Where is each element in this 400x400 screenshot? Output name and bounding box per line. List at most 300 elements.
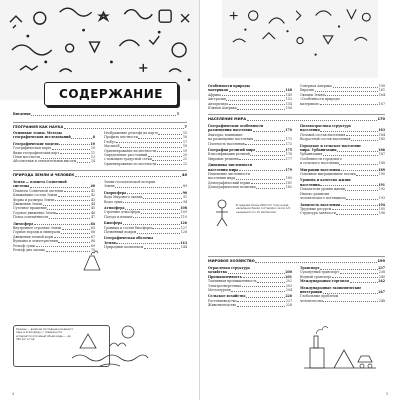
toc-entry-title: План местности xyxy=(13,155,41,160)
leader-dots xyxy=(75,176,182,177)
toc-entry-title: Ориентирование по местности xyxy=(104,161,157,166)
toc-entry-page: 13 xyxy=(90,155,95,160)
toc-entry-page: 240 xyxy=(378,274,385,279)
toc-entry-page: 7 xyxy=(184,125,187,129)
leader-dots xyxy=(133,217,180,218)
toc-entry-page: 195 xyxy=(378,206,385,211)
toc-entry-page: 188 xyxy=(378,161,385,166)
section-heading[interactable] xyxy=(208,117,385,122)
toc-entry-title: Миграции населения xyxy=(300,167,341,172)
section-nature-heading xyxy=(13,172,187,178)
volcano-sketch-icon xyxy=(82,248,102,272)
section-population-heading xyxy=(208,116,385,122)
toc-entry-page: 14 xyxy=(90,159,95,164)
leader-dots xyxy=(138,138,182,139)
toc-entry-page: 164 xyxy=(378,92,385,97)
toc-entry-page: 65 xyxy=(90,226,95,231)
ocean-note-text: Океаны — великие поставщики водяного пара в атмосферу; с поверхности испаряется огромный объём воды — до 350 км³ в год. xyxy=(16,328,74,342)
toc-entry-title: Возрастной состав населения xyxy=(300,137,351,142)
toc-entry-title: Отраслевая структура xyxy=(208,266,250,270)
toc-entry-page: 41 xyxy=(90,188,95,193)
toc-entry-page: 43 xyxy=(90,197,95,202)
leader-dots xyxy=(137,233,181,234)
person-sketch-icon xyxy=(210,198,234,228)
toc-entry-page: 200 xyxy=(285,270,292,275)
toc-entry-page: 182 xyxy=(285,185,292,190)
leader-dots xyxy=(141,213,181,214)
toc-entry-page: 203 xyxy=(285,283,292,288)
toc-entry-title: Строение атмосферы xyxy=(104,210,141,215)
toc-entry-page: 247 xyxy=(378,290,385,295)
leader-dots xyxy=(152,160,182,161)
toc-entry-page: 161 xyxy=(378,88,385,93)
toc-entry-title: Гидросфера xyxy=(104,190,127,195)
leader-dots xyxy=(320,104,378,105)
leader-dots xyxy=(242,286,285,287)
toc-entry-page: 21 xyxy=(182,157,187,162)
leader-dots xyxy=(320,269,378,270)
toc-entry-page: 191 xyxy=(378,182,385,187)
toc-entry-title: Пояса освещённости xyxy=(13,215,49,220)
toc-entry-page: 158 xyxy=(378,84,385,88)
toc-entry-page: 90 xyxy=(182,190,187,195)
toc-entry-page: 5 xyxy=(176,112,179,116)
toc-entry[interactable] xyxy=(13,159,95,163)
toc-entry-title: ПРИРОДА ЗЕМЛИ И ЧЕЛОВЕК xyxy=(13,173,75,177)
leader-dots xyxy=(255,262,376,263)
toc-entry-page: 171 xyxy=(285,137,292,142)
leader-dots xyxy=(61,233,90,234)
toc-entry-title: Глобальные проблемы xyxy=(300,294,339,299)
toc-entry-title: на размещение населения xyxy=(208,137,253,142)
leader-dots xyxy=(47,209,90,210)
toc-entry-title: Определение расстояний xyxy=(104,153,148,158)
toc-entry-title: Рельеф суши xyxy=(13,243,35,248)
toc-entry-page: 242 xyxy=(378,279,385,284)
toc-entry-page: 204 xyxy=(285,288,292,293)
toc-entry-page: 22 xyxy=(182,161,187,166)
toc-entry-title: Индекс развития xyxy=(300,191,330,196)
toc-entry-title: Показатели уровня жизни xyxy=(300,187,345,192)
toc-entry-title: Изменение численности xyxy=(208,172,250,177)
leader-dots xyxy=(43,205,91,206)
divider xyxy=(13,170,187,171)
toc-entry-title: Земли xyxy=(104,240,116,245)
toc-entry-page: 167 xyxy=(378,101,385,106)
toc-entry-page: 11 xyxy=(90,150,95,155)
leader-dots xyxy=(116,243,179,244)
toc-entry-title: материков» xyxy=(300,101,320,106)
toc-entry-title: Международная торговля xyxy=(300,279,349,284)
toc-entry-page: 148 xyxy=(285,88,292,93)
toc-entry-page: 149 xyxy=(285,92,292,97)
toc-entry-title: Половой состав населения xyxy=(300,132,346,137)
toc-entry-page: 190 xyxy=(378,172,385,177)
toc-entry-title: мира. Урбанизация xyxy=(300,148,337,153)
toc-entry-page: 172 xyxy=(285,141,292,146)
toc-entry-page: 40 xyxy=(90,184,95,189)
toc-entry-title: Движения Земли xyxy=(13,202,43,207)
geography-column-1 xyxy=(13,131,95,164)
toc-entry-title: населения xyxy=(300,128,320,133)
leader-dots xyxy=(64,128,184,129)
toc-entry-title: Евразия xyxy=(300,88,314,93)
leader-dots xyxy=(116,142,182,143)
leader-dots xyxy=(333,87,379,88)
toc-entry-title: Географические модели xyxy=(13,141,59,146)
nature-column-1 xyxy=(13,180,95,253)
leader-dots xyxy=(58,196,90,197)
leader-dots xyxy=(56,213,90,214)
leader-dots xyxy=(77,162,91,163)
toc-entry-title: Масштаб xyxy=(104,144,120,149)
toc-entry-title: «Особенности природы xyxy=(300,97,340,102)
toc-entry-title: Динамика численности xyxy=(208,163,253,168)
toc-entry-title: Основные миграционные потоки xyxy=(300,172,356,177)
toc-entry-page: 70 xyxy=(90,248,95,253)
toc-entry-page: 91 xyxy=(182,195,187,200)
toc-entry-title: Географическая оболочка xyxy=(104,236,154,241)
toc-entry-title: Электроэнергетика xyxy=(208,283,242,288)
divider xyxy=(208,114,385,115)
leader-dots xyxy=(323,293,378,294)
population-column-2 xyxy=(300,124,385,216)
toc-entry-title: Рельеф дна океана xyxy=(13,248,45,253)
toc-entry-title: Введение xyxy=(13,112,31,116)
toc-entry-title: Основные этапы. Методы xyxy=(13,131,62,135)
section-economy-heading xyxy=(208,258,385,264)
toc-entry-title: Географические особенности xyxy=(208,124,264,128)
toc-entry-page: 126 xyxy=(180,221,187,226)
leader-dots xyxy=(356,175,378,176)
toc-entry-page: 15 xyxy=(182,131,187,135)
toc-entry-page: 20 xyxy=(182,153,187,158)
toc-entry[interactable] xyxy=(104,162,187,166)
toc-entry-page: 227 xyxy=(285,298,292,303)
leader-dots xyxy=(229,104,286,105)
leader-dots xyxy=(332,209,379,210)
toc-entry-page: 128 xyxy=(180,230,187,235)
toc-entry-title: Занятость населения xyxy=(300,202,341,207)
ocean-landscape-sketch-icon xyxy=(70,318,150,372)
toc-entry-title: Биосфера xyxy=(104,221,123,226)
right-page xyxy=(200,0,400,400)
leader-dots xyxy=(226,100,285,101)
leader-dots xyxy=(323,301,378,302)
toc-entry-title: человеческого потенциала xyxy=(300,196,346,201)
toc-entry-page: 180 xyxy=(285,176,292,181)
leader-dots xyxy=(336,214,378,215)
toc-entry-title: Сельское хозяйство xyxy=(208,294,246,299)
toc-entry[interactable] xyxy=(300,102,385,106)
divider xyxy=(13,122,187,123)
toc-entry-page: 17 xyxy=(182,139,187,144)
toc-entry-title: Литосфера xyxy=(13,221,34,226)
toc-entry-page: 152 xyxy=(285,97,292,102)
leader-dots xyxy=(54,237,90,238)
toc-entry-title: Металлургия xyxy=(208,288,231,293)
nature-column-2 xyxy=(104,180,187,250)
toc-entry-page: 185 xyxy=(378,137,385,142)
toc-entry-title: Мировые религии xyxy=(208,156,239,161)
toc-entry-title: материков xyxy=(208,88,229,93)
leader-dots xyxy=(30,187,90,188)
toc-entry-title: Географическая карта xyxy=(13,146,52,151)
toc-entry[interactable] xyxy=(208,185,292,189)
toc-entry-title: Воды суши xyxy=(104,199,123,204)
toc-entry-title: Суточное вращение xyxy=(13,206,47,211)
toc-entry-page: 226 xyxy=(285,294,292,299)
toc-entry-page: 194 xyxy=(378,202,385,207)
section-heading[interactable] xyxy=(13,125,187,130)
toc-entry-title: Виды географических карт xyxy=(13,150,60,155)
toc-entry-page: 64 xyxy=(90,221,95,226)
toc-entry-page: 184 xyxy=(378,132,385,137)
toc-entry[interactable] xyxy=(300,211,385,215)
intro-block xyxy=(13,112,179,116)
leader-dots xyxy=(34,224,90,225)
toc-entry-page: 193 xyxy=(378,196,385,201)
toc-entry-page: 10 xyxy=(90,146,95,151)
leader-dots xyxy=(243,277,285,278)
toc-entry-title: Океаны Земли xyxy=(300,92,325,97)
toc-entry-page: 40 xyxy=(181,173,187,177)
toc-entry-title: МИРОВОЕ ХОЗЯЙСТВО xyxy=(208,259,255,263)
toc-entry-title: Изображение рельефа на карте xyxy=(104,131,158,135)
toc-entry-page: 187 xyxy=(378,152,385,157)
toc-entry-page: 199 xyxy=(377,259,385,263)
section-geography-heading xyxy=(13,124,187,130)
leader-dots xyxy=(251,183,286,184)
toc-entry-title: Особенности городского xyxy=(300,156,342,161)
leader-dots xyxy=(115,187,182,188)
toc-entry-page: 67 xyxy=(90,234,95,239)
leader-dots xyxy=(256,151,285,152)
toc-entry-page: 154 xyxy=(285,101,292,106)
doodle-header xyxy=(200,0,400,78)
toc-entry-page: 175 xyxy=(285,148,292,153)
leader-dots xyxy=(239,159,285,160)
toc-entry-page: 186 xyxy=(378,148,385,153)
toc-entry[interactable] xyxy=(104,245,187,249)
leader-dots xyxy=(350,282,378,283)
toc-entry-title: Почвенный покров xyxy=(104,230,137,235)
toc-entry[interactable] xyxy=(208,106,292,110)
leader-dots xyxy=(237,306,286,307)
leader-dots xyxy=(245,144,285,145)
toc-entry-page: 10 xyxy=(90,141,95,146)
toc-entry-title: Особенности природы xyxy=(208,84,250,88)
leader-dots xyxy=(237,301,285,302)
toc-entry-title: Вода Мирового океана xyxy=(104,195,143,200)
divider xyxy=(208,256,385,257)
toc-entry-title: с помощью градусной сетки xyxy=(104,157,152,162)
section-heading[interactable] xyxy=(208,259,385,264)
toc-entry-title: Классификация религий xyxy=(208,152,250,157)
section-heading[interactable] xyxy=(13,173,187,178)
toc-entry-title: интеграции xyxy=(300,290,323,295)
toc-entry-page: 181 xyxy=(285,180,292,185)
contents-title-box xyxy=(44,82,178,106)
toc-entry-page: 46 xyxy=(90,210,95,215)
toc-entry-title: Уровень и качество жизни xyxy=(300,178,351,183)
leader-dots xyxy=(246,297,285,298)
toc-entry-page: 108 xyxy=(180,206,187,211)
toc-entry[interactable] xyxy=(13,112,179,116)
leader-dots xyxy=(250,155,285,156)
toc-entry-page: 156 xyxy=(285,106,292,111)
leader-dots xyxy=(339,164,378,165)
toc-entry-title: Австралия xyxy=(208,97,226,102)
industry-landscape-sketch-icon xyxy=(300,318,380,374)
leader-dots xyxy=(62,229,91,230)
toc-entry-title: Эпохи геологической истории xyxy=(104,180,156,184)
toc-entry-title: человечества xyxy=(300,298,323,303)
leader-dots xyxy=(341,205,378,206)
contents-title: СОДЕРЖАНИЕ xyxy=(59,87,163,101)
economy-column-2 xyxy=(300,266,385,303)
leader-dots xyxy=(52,149,90,150)
toc-entry-page: 237 xyxy=(378,266,385,270)
toc-entry-title: хозяйства xyxy=(208,270,227,275)
continents-column-2 xyxy=(300,84,385,106)
leader-dots xyxy=(323,155,378,156)
leader-dots xyxy=(144,248,181,249)
toc-entry[interactable] xyxy=(208,303,292,307)
toc-entry-title: Вулканы и землетрясения xyxy=(13,239,58,244)
toc-entry-title: населения мира xyxy=(208,167,239,172)
toc-entry-page: 89 xyxy=(182,184,187,189)
toc-entry-title: Топливная промышленность xyxy=(208,279,257,284)
leader-dots xyxy=(257,282,285,283)
toc-entry-page: 238 xyxy=(378,270,385,275)
toc-entry-title: Ближайшие соседи Земли xyxy=(13,193,58,198)
toc-entry-title: населения мира xyxy=(208,176,236,181)
toc-entry-title: Промышленность xyxy=(208,274,242,279)
toc-entry[interactable] xyxy=(300,299,385,303)
leader-dots xyxy=(55,200,90,201)
toc-entry-page: 177 xyxy=(285,156,292,161)
toc-entry-title: Внутреннее строение Земли xyxy=(13,226,62,231)
toc-entry-title: Антарктида xyxy=(208,101,228,106)
toc-entry-title: Международные экономические xyxy=(300,285,362,290)
economy-column-1 xyxy=(208,266,292,308)
toc-entry-page: 110 xyxy=(180,214,187,219)
leader-dots xyxy=(351,140,378,141)
continents-column-1 xyxy=(208,84,292,110)
leader-dots xyxy=(148,156,183,157)
toc-entry-title: Северная Америка xyxy=(300,84,332,88)
toc-entry-title: Трудовые ресурсы xyxy=(300,206,332,211)
toc-entry-page: 8 xyxy=(92,135,95,140)
toc-entry-page: 179 xyxy=(285,167,292,172)
toc-entry-page: 19 xyxy=(182,148,187,153)
leader-dots xyxy=(125,209,180,210)
toc-entry-page: 68 xyxy=(90,239,95,244)
leader-dots xyxy=(345,190,378,191)
toc-entry-title: Природные комплексы xyxy=(104,245,144,250)
toc-entry-title: Абсолютная и относительная высоты xyxy=(13,159,77,164)
toc-entry-title: Земля — планета Солнечной xyxy=(13,180,67,184)
toc-entry-page: 45 xyxy=(90,206,95,211)
leader-dots xyxy=(127,193,182,194)
leader-dots xyxy=(31,115,176,116)
toc-entry-title: размещения населения xyxy=(208,128,253,133)
toc-entry-title: Африка xyxy=(208,92,221,97)
toc-entry-page: 170 xyxy=(377,117,385,121)
leader-dots xyxy=(254,140,286,141)
leader-dots xyxy=(58,242,90,243)
leader-dots xyxy=(315,91,379,92)
leader-dots xyxy=(157,151,183,152)
toc-entry-title: Плотность населения xyxy=(208,141,245,146)
toc-entry-title: Движения земной коры xyxy=(13,234,54,239)
toc-entry-page: 109 xyxy=(180,210,187,215)
toc-entry-title: Границы и состав биосферы xyxy=(104,225,152,230)
leader-dots xyxy=(239,170,285,171)
toc-entry-page: 170 xyxy=(285,128,292,133)
toc-entry-title: и сельского населения xyxy=(300,161,339,166)
toc-entry-title: Южная Америка xyxy=(208,106,237,111)
toc-entry-title: Горные породы и минералы xyxy=(13,230,61,235)
toc-entry-title: Городское и сельское население xyxy=(300,143,362,148)
leader-dots xyxy=(60,153,91,154)
toc-entry-page: 144 xyxy=(180,245,187,250)
leader-dots xyxy=(229,91,285,92)
toc-entry-title: населения xyxy=(300,182,320,187)
toc-entry-title: Растениеводство xyxy=(208,298,237,303)
toc-entry-page: 192 xyxy=(378,187,385,192)
toc-entry-page: 189 xyxy=(378,167,385,172)
page-number-right: 5 xyxy=(385,392,388,396)
toc-entry-title: Атмосфера xyxy=(104,206,125,211)
toc-entry-page: 176 xyxy=(285,152,292,157)
toc-entry-page: 69 xyxy=(90,243,95,248)
toc-entry-page: 66 xyxy=(90,230,95,235)
toc-entry-title: Урбанизация xyxy=(300,152,323,157)
toc-entry-page: 143 xyxy=(180,240,187,245)
toc-entry-page: 42 xyxy=(90,193,95,198)
toc-entry-title: системы xyxy=(13,184,30,189)
leader-dots xyxy=(49,218,90,219)
leader-dots xyxy=(222,95,286,96)
leader-dots xyxy=(340,273,379,274)
geography-column-2 xyxy=(104,131,187,166)
toc-entry-title: ГЕОГРАФИЯ КАК НАУКА xyxy=(13,125,64,129)
toc-entry-title: Форма и размеры Земли xyxy=(13,197,55,202)
toc-entry-page: 16 xyxy=(182,135,187,140)
leader-dots xyxy=(325,95,378,96)
leader-dots xyxy=(320,131,377,132)
leader-dots xyxy=(143,198,182,199)
leader-dots xyxy=(341,170,378,171)
leader-dots xyxy=(237,109,285,110)
leader-dots xyxy=(247,120,377,121)
toc-entry-title: Водный транспорт xyxy=(300,274,332,279)
toc-entry-title: Погода и климат xyxy=(104,214,133,219)
leader-dots xyxy=(337,151,378,152)
page-number-left: 4 xyxy=(12,392,15,396)
leader-dots xyxy=(320,185,377,186)
leader-dots xyxy=(346,135,378,136)
leader-dots xyxy=(157,164,183,165)
toc-entry-title: Факторы, влияющие xyxy=(208,132,243,137)
toc-entry-title: Ориентирование на местности xyxy=(104,148,157,153)
toc-entry-page: 44 xyxy=(90,202,95,207)
toc-entry-title: Годовое движение Земли xyxy=(13,210,56,215)
leader-dots xyxy=(158,134,182,135)
toc-entry-page: 201 xyxy=(285,274,292,279)
